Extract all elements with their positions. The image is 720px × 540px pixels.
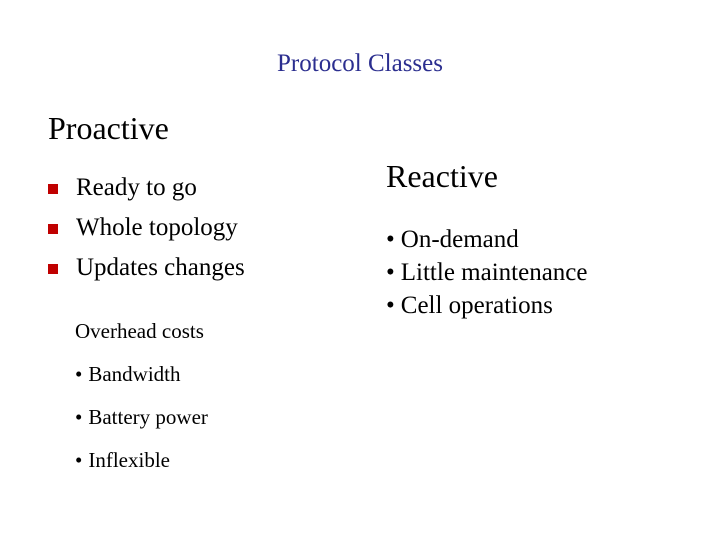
list-item-label: Cell operations bbox=[400, 292, 553, 319]
list-item-label: Inflexible bbox=[88, 448, 170, 472]
list-item bbox=[75, 361, 208, 404]
slide-title: Protocol Classes bbox=[277, 50, 443, 77]
list-item bbox=[75, 447, 208, 490]
reactive-heading: Reactive bbox=[386, 158, 498, 194]
proactive-points bbox=[48, 168, 245, 288]
list-item-label: Updates changes bbox=[76, 254, 245, 281]
list-item-label: Whole topology bbox=[76, 214, 238, 241]
list-item-label: Ready to go bbox=[76, 174, 197, 201]
square-bullet-icon bbox=[48, 224, 58, 234]
list-item bbox=[386, 290, 587, 323]
list-item-label: Little maintenance bbox=[400, 259, 588, 286]
square-bullet-icon bbox=[48, 184, 58, 194]
overhead-items bbox=[75, 361, 208, 490]
list-item bbox=[75, 404, 208, 447]
bullet-dot-icon: • bbox=[75, 362, 83, 386]
bullet-dot-icon: • bbox=[386, 259, 395, 286]
square-bullet-icon bbox=[48, 264, 58, 274]
proactive-heading: Proactive bbox=[48, 110, 169, 146]
list-item bbox=[48, 208, 245, 248]
bullet-dot-icon: • bbox=[386, 226, 395, 253]
bullet-dot-icon: • bbox=[75, 448, 83, 472]
list-item-label: Bandwidth bbox=[88, 362, 181, 386]
list-item-label: On-demand bbox=[400, 226, 519, 253]
list-item bbox=[48, 248, 245, 288]
list-item bbox=[48, 168, 245, 208]
bullet-dot-icon: • bbox=[386, 292, 395, 319]
list-item bbox=[386, 224, 587, 257]
list-item-label: Battery power bbox=[88, 405, 208, 429]
overhead-title: Overhead costs bbox=[75, 319, 204, 343]
bullet-dot-icon: • bbox=[75, 405, 83, 429]
list-item bbox=[386, 257, 587, 290]
reactive-items bbox=[386, 224, 587, 323]
